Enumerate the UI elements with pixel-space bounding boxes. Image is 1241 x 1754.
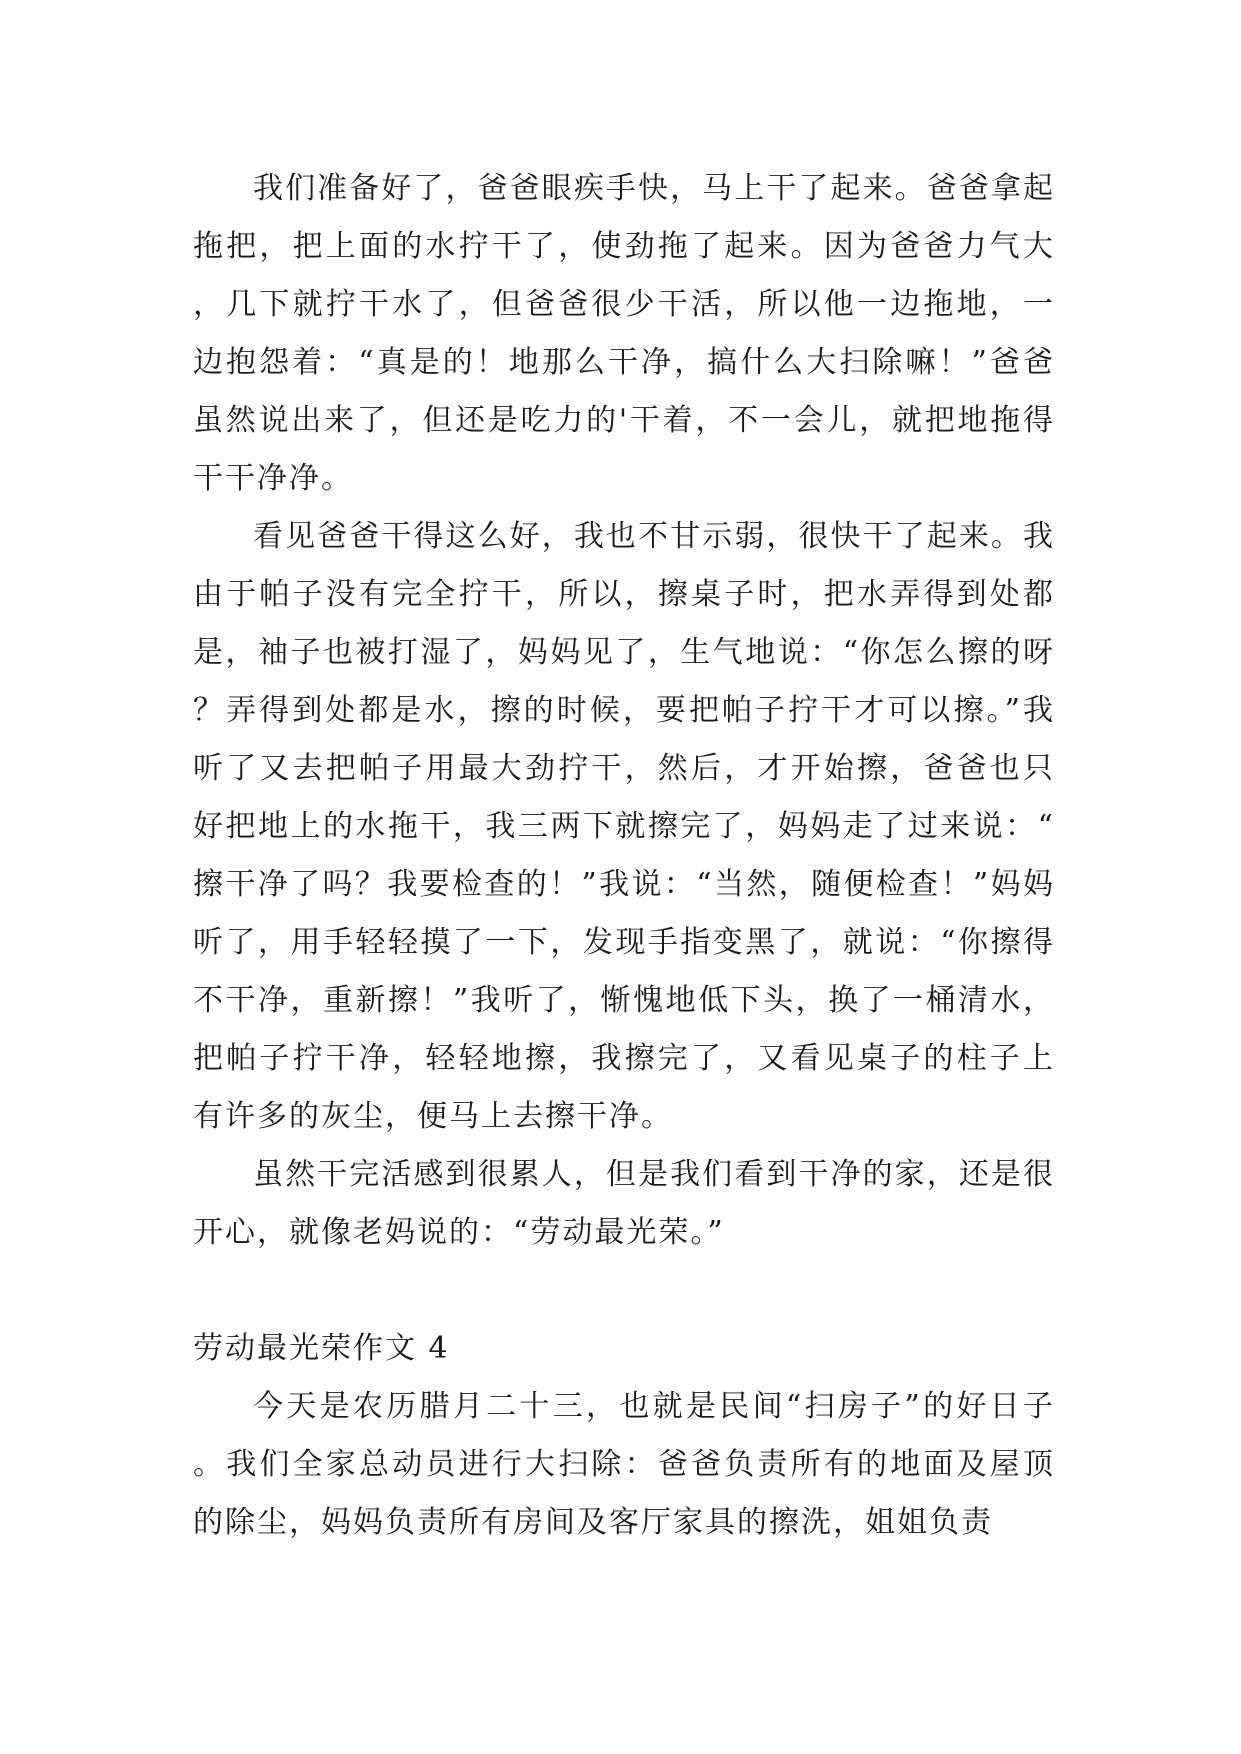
paragraph-conclusion: 虽然干完活感到很累人，但是我们看到干净的家，还是很开心，就像老妈说的：“劳动最光荣。” xyxy=(193,1157,1055,1250)
paragraph-wiping-table: 看见爸爸干得这么好，我也不甘示弱，很快干了起来。我由于帕子没有完全拧干，所以，擦桌子时，把水弄得到处都是，袖子也被打湿了，妈妈见了，生气地说：“你怎么擦的呀？弄得到处都是水，擦的时候，要把帕子拧干才可以擦。”我听了又去把帕子用最大劲拧干，然后，才开始擦，爸爸也只好把地上的水拖干，我三两下就擦完了，妈妈走了过来说：“擦干净了吗？我要检查的！”我说：“当然，随便检查！”妈妈听了，用手轻轻摸了一下，发现手指变黑了，就说：“你擦得不干净，重新擦！”我听了，惭愧地低下头，换了一桶清水，把帕子拧干净，轻轻地擦，我擦完了，又看见桌子的柱子上有许多的灰尘，便马上去擦干净。 xyxy=(193,519,1055,1134)
section-title: 劳动最光荣作文 4 xyxy=(193,1331,450,1366)
paragraph-mopping: 我们准备好了，爸爸眼疾手快，马上干了起来。爸爸拿起拖把，把上面的水拧干了，使劲拖了起来。因为爸爸力气大，几下就拧干水了，但爸爸很少干活，所以他一边拖地，一边抱怨着：“真是的！地那么干净，搞什么大扫除嘛！”爸爸虽然说出来了，但还是吃力的'干着，不一会儿，就把地拖得干干净净。 xyxy=(193,171,1055,496)
paragraph-new-essay-intro: 今天是农历腊月二十三，也就是民间“扫房子”的好日子。我们全家总动员进行大扫除：爸爸负责所有的地面及屋顶的除尘，妈妈负责所有房间及客厅家具的擦洗，姐姐负责 xyxy=(193,1389,1055,1540)
document-body xyxy=(193,160,1055,1552)
